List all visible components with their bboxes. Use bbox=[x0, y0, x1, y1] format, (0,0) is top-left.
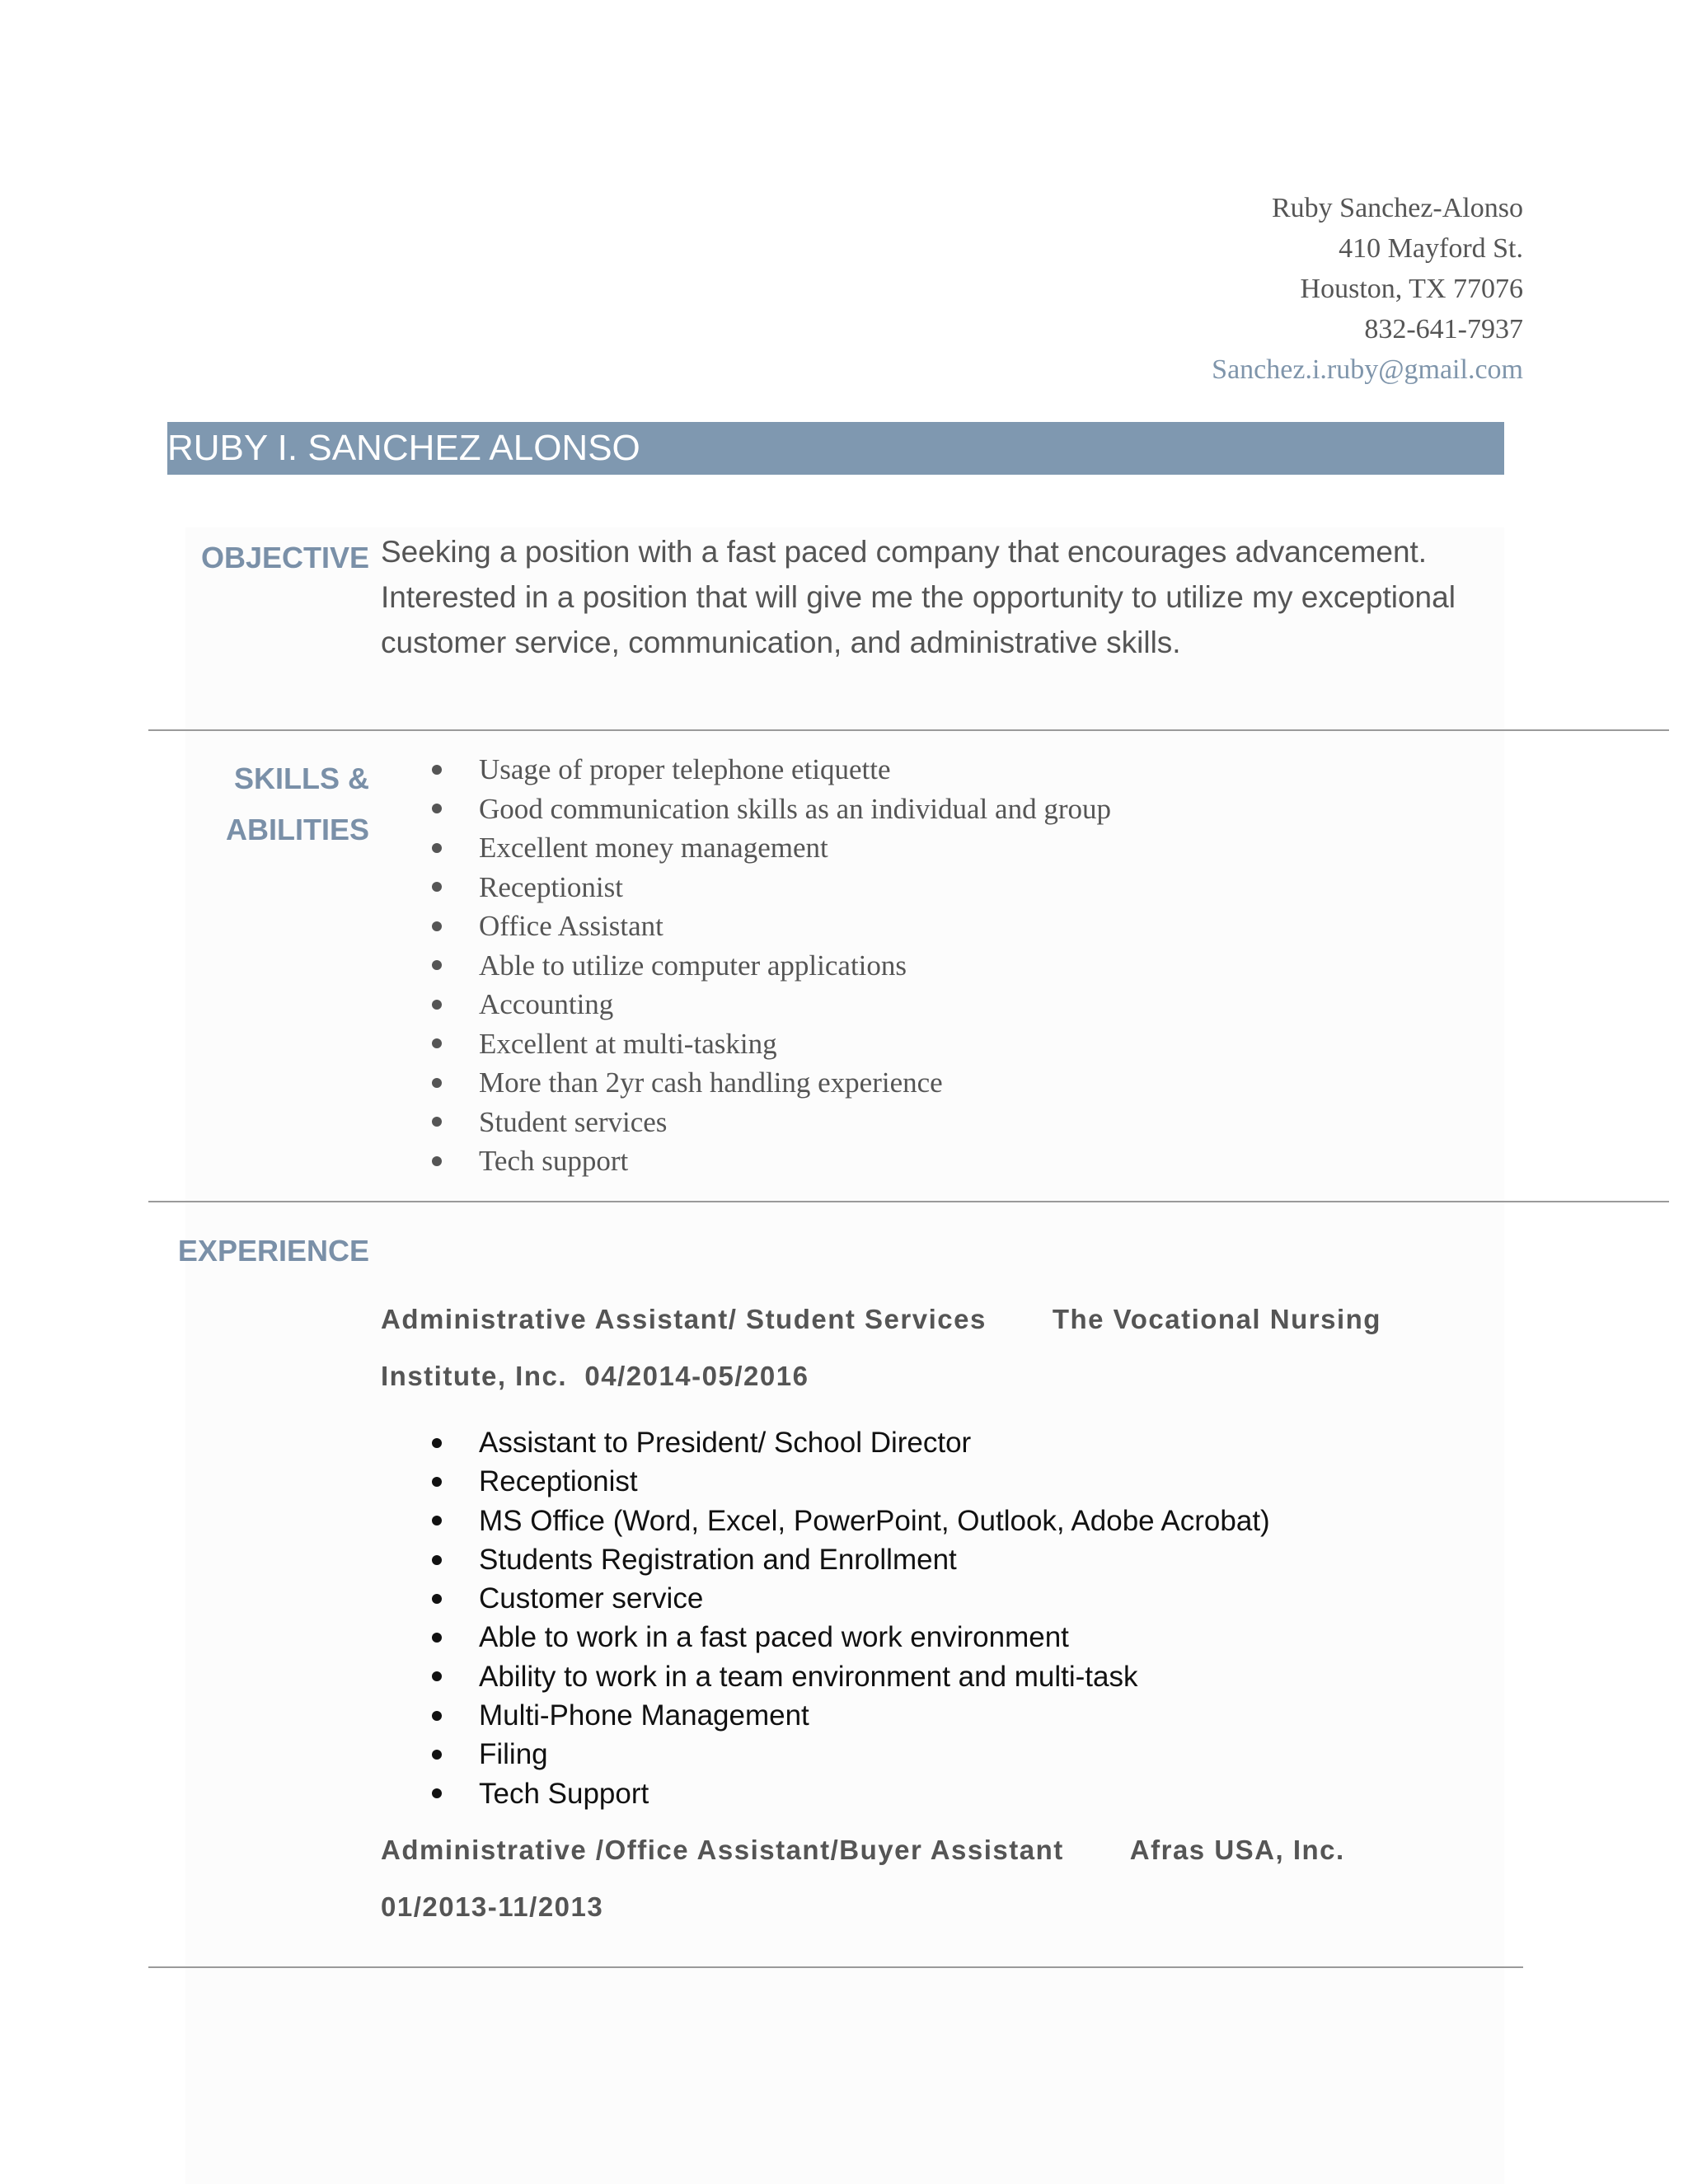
contact-street: 410 Mayford St. bbox=[1339, 233, 1523, 264]
experience-heading: EXPERIENCE bbox=[177, 1234, 369, 1268]
section-divider bbox=[148, 1966, 1523, 1968]
job-duties-list bbox=[420, 1423, 1270, 1813]
skills-heading-line2: ABILITIES bbox=[225, 813, 369, 846]
list-item: Able to utilize computer applications bbox=[420, 946, 1111, 986]
list-item: Accounting bbox=[420, 985, 1111, 1024]
list-item: Receptionist bbox=[420, 868, 1111, 907]
list-item: Tech Support bbox=[420, 1774, 1270, 1813]
list-item: More than 2yr cash handling experience bbox=[420, 1063, 1111, 1103]
list-item: Student services bbox=[420, 1103, 1111, 1142]
section-divider bbox=[148, 729, 1669, 731]
list-item: Receptionist bbox=[420, 1462, 1270, 1501]
contact-email[interactable]: Sanchez.i.ruby@gmail.com bbox=[1212, 354, 1523, 385]
job-dates: 01/2013-11/2013 bbox=[381, 1891, 604, 1922]
objective-heading: OBJECTIVE bbox=[200, 541, 369, 574]
list-item: Filing bbox=[420, 1735, 1270, 1774]
skills-heading bbox=[226, 753, 369, 855]
list-item: Students Registration and Enrollment bbox=[420, 1540, 1270, 1579]
job-dates: 04/2014-05/2016 bbox=[584, 1361, 809, 1391]
job-header bbox=[381, 1291, 1535, 1404]
list-item: Able to work in a fast paced work environment bbox=[420, 1618, 1270, 1657]
job-title: Administrative /Office Assistant/Buyer Assistant bbox=[381, 1835, 1064, 1865]
list-item: Ability to work in a team environment and multi-task bbox=[420, 1657, 1270, 1696]
list-item: Good communication skills as an individual and group bbox=[420, 790, 1111, 829]
list-item: Excellent at multi-tasking bbox=[420, 1024, 1111, 1064]
list-item: Tech support bbox=[420, 1141, 1111, 1181]
contact-phone: 832-641-7937 bbox=[1364, 314, 1523, 344]
objective-text: Seeking a position with a fast paced company that encourages advancement. Interested in a position that will give me the opportunity to utilize my exceptional customer service, communication, and administrative skills. bbox=[381, 535, 1456, 659]
list-item: Multi-Phone Management bbox=[420, 1696, 1270, 1735]
name-banner: RUBY I. SANCHEZ ALONSO bbox=[167, 422, 1504, 475]
list-item: Assistant to President/ School Director bbox=[420, 1423, 1270, 1462]
job-header bbox=[381, 1821, 1535, 1935]
list-item: MS Office (Word, Excel, PowerPoint, Outlook, Adobe Acrobat) bbox=[420, 1502, 1270, 1540]
job-title: Administrative Assistant/ Student Services bbox=[381, 1304, 987, 1334]
contact-name: Ruby Sanchez-Alonso bbox=[1271, 193, 1523, 223]
list-item: Excellent money management bbox=[420, 828, 1111, 868]
skills-list bbox=[420, 750, 1111, 1181]
skills-heading-line1: SKILLS & bbox=[233, 762, 369, 795]
list-item: Usage of proper telephone etiquette bbox=[420, 750, 1111, 790]
section-divider bbox=[148, 1201, 1669, 1202]
job-company: Afras USA, Inc. bbox=[1129, 1835, 1345, 1865]
job-company: The Vocational Nursing bbox=[1052, 1304, 1381, 1334]
contact-city: Houston, TX 77076 bbox=[1300, 274, 1523, 304]
job-company-continued: Institute, Inc. bbox=[381, 1361, 568, 1391]
list-item: Office Assistant bbox=[420, 907, 1111, 946]
contact-block bbox=[1212, 188, 1523, 390]
list-item: Customer service bbox=[420, 1579, 1270, 1618]
